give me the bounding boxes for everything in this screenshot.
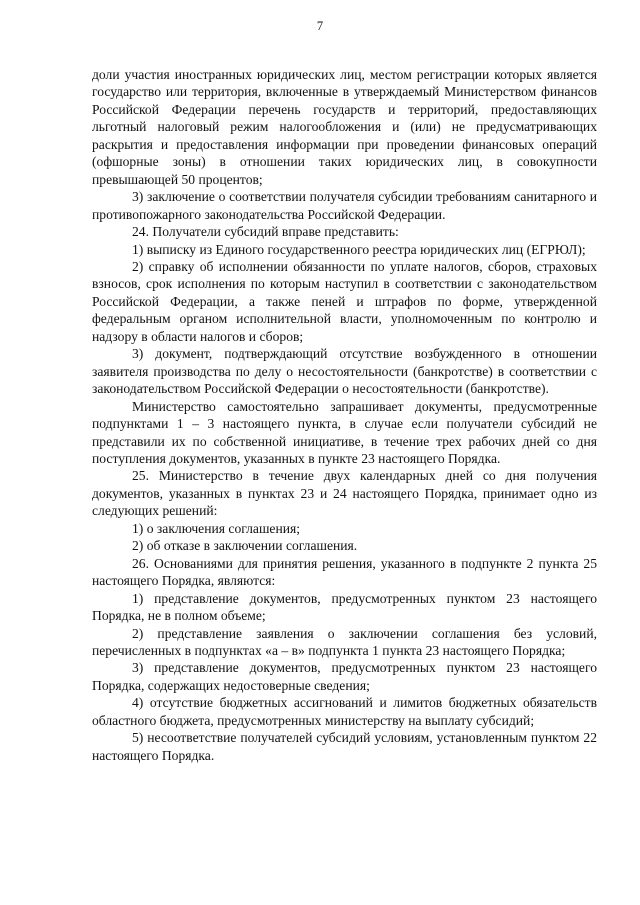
paragraph-24-subitem-1: 1) выписку из Единого государственного реестра юридических лиц (ЕГРЮЛ); [132, 241, 586, 257]
paragraph-26-subitem-5: 5) несоответствие получателей субсидий условиям, установленным пунктом 22 настоящего Порядка. [92, 730, 597, 763]
paragraph-item-26: 26. Основаниями для принятия решения, указанного в подпункте 2 пункта 25 настоящего Порядка, являются: [92, 555, 597, 589]
paragraph-26-subitem-2: 2) представление заявления о заключении соглашения без условий, перечисленных в подпунктах «а – в» подпункта 1 пункта 23 настоящего Порядка; [92, 625, 597, 658]
document-body [92, 66, 597, 764]
paragraph-item-24: 24. Получатели субсидий вправе представить: [132, 224, 399, 240]
paragraph-subitem-3-conclusion: 3) заключение о соответствии получателя субсидии требованиям санитарного и противопожарного законодательства Российской Федерации. [92, 189, 597, 222]
paragraph-25-subitem-2: 2) об отказе в заключении соглашения. [132, 538, 358, 554]
page-number: 7 [316, 19, 324, 33]
paragraph-continuation: доли участия иностранных юридических лиц, местом регистрации которых является государство или территория, включенные в утверждаемый Министерством финансов Российской Федерации перечень государств и территорий, предоставляющих льготный налоговый режим налогообложения и (или) не предусматривающих раскрытия и предоставления информации при проведении финансовых операций (офшорные зоны) в отношении таких юридических лиц, в совокупности превышающей 50 процентов; [92, 67, 597, 187]
paragraph-26-subitem-1: 1) представление документов, предусмотренных пунктом 23 настоящего Порядка, не в полном объеме; [92, 590, 597, 624]
paragraph-24-subitem-3: 3) документ, подтверждающий отсутствие возбужденного в отношении заявителя производства по делу о несостоятельности (банкротстве) в соответствии с законодательством Российской Федерации о несостоятельности (банкротстве). [92, 346, 597, 397]
paragraph-26-subitem-3: 3) представление документов, предусмотренных пунктом 23 настоящего Порядка, содержащих недостоверные сведения; [92, 660, 597, 693]
paragraph-25-subitem-1: 1) о заключения соглашения; [132, 520, 301, 536]
paragraph-26-subitem-4: 4) отсутствие бюджетных ассигнований и лимитов бюджетных обязательств областного бюджета, предусмотренных министерству на выплату субсидий; [92, 695, 597, 728]
paragraph-24-subitem-2: 2) справку об исполнении обязанности по уплате налогов, сборов, страховых взносов, срок исполнения по которым наступил в соответствии с законодательством Российской Федерации, а также пеней и штрафов по форме, утвержденной федеральным органом исполнительной власти, уполномоченным по контролю и надзору в области налогов и сборов; [92, 258, 597, 344]
paragraph-item-25: 25. Министерство в течение двух календарных дней со дня получения документов, указанных в пунктах 23 и 24 настоящего Порядка, принимает одно из следующих решений: [92, 468, 597, 519]
paragraph-ministry-requests: Министерство самостоятельно запрашивает документы, предусмотренные подпунктами 1 – 3 настоящего пункта, в случае если получатели субсидий не представили их по собственной инициативе, в течение трех рабочих дней со дня поступления документов, указанных в пункте 23 настоящего Порядка. [92, 398, 597, 466]
